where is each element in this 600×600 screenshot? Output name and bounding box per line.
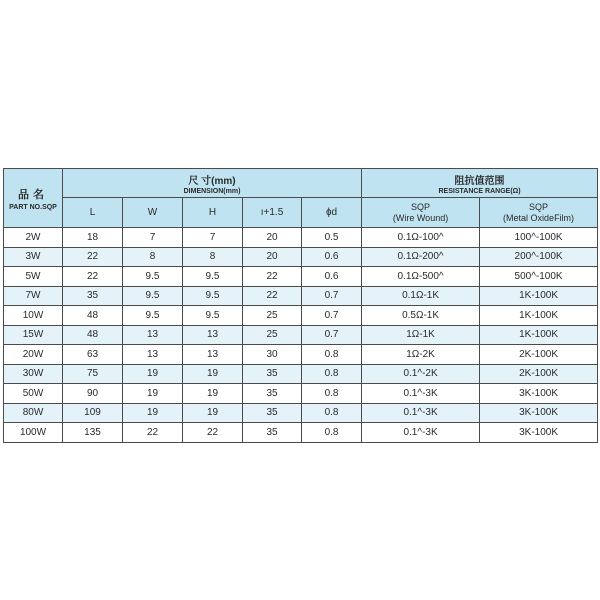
table-row	[4, 286, 598, 306]
table-row	[4, 267, 598, 287]
cell-W: 19	[123, 384, 183, 404]
cell-metal-oxide: 1K-100K	[480, 325, 598, 345]
cell-lead-length: 30	[243, 345, 302, 365]
cell-part: 80W	[4, 403, 63, 423]
cell-metal-oxide: 3K-100K	[480, 403, 598, 423]
table-row	[4, 384, 598, 404]
cell-metal-oxide: 2K-100K	[480, 345, 598, 365]
cell-wire-wound: 1Ω-1K	[362, 325, 480, 345]
header-resistance-cn: 阻抗值范围	[454, 175, 505, 187]
header-part-en: PART NO.SQP	[9, 203, 57, 211]
cell-H: 13	[183, 345, 243, 365]
cell-metal-oxide: 1K-100K	[480, 306, 598, 326]
cell-W: 19	[123, 364, 183, 384]
cell-H: 22	[183, 423, 243, 443]
header-metal-oxide-line1: SQP	[529, 201, 549, 212]
header-wire-wound-line1: SQP	[411, 201, 431, 212]
cell-diameter: 0.7	[302, 286, 362, 306]
header-col-lead-length: ı+1.5	[243, 198, 302, 228]
cell-lead-length: 22	[243, 267, 302, 287]
table-row	[4, 403, 598, 423]
header-col-L: L	[63, 198, 123, 228]
cell-diameter: 0.8	[302, 384, 362, 404]
cell-diameter: 0.8	[302, 345, 362, 365]
header-dimension	[63, 169, 362, 198]
cell-W: 9.5	[123, 286, 183, 306]
header-col-H: H	[183, 198, 243, 228]
cell-wire-wound: 0.1Ω-100^	[362, 228, 480, 248]
cell-wire-wound: 0.1^-2K	[362, 364, 480, 384]
cell-L: 35	[63, 286, 123, 306]
cell-diameter: 0.7	[302, 325, 362, 345]
cell-wire-wound: 0.1^-3K	[362, 384, 480, 404]
cell-lead-length: 35	[243, 384, 302, 404]
cell-lead-length: 22	[243, 286, 302, 306]
cell-metal-oxide: 200^-100K	[480, 247, 598, 267]
header-part-no	[4, 169, 63, 228]
cell-diameter: 0.8	[302, 364, 362, 384]
cell-H: 7	[183, 228, 243, 248]
cell-L: 22	[63, 267, 123, 287]
cell-part: 2W	[4, 228, 63, 248]
spec-table	[3, 168, 598, 443]
cell-H: 19	[183, 364, 243, 384]
cell-diameter: 0.8	[302, 423, 362, 443]
header-col-W: W	[123, 198, 183, 228]
cell-part: 100W	[4, 423, 63, 443]
cell-part: 7W	[4, 286, 63, 306]
cell-H: 9.5	[183, 306, 243, 326]
cell-wire-wound: 0.1Ω-500^	[362, 267, 480, 287]
cell-L: 63	[63, 345, 123, 365]
cell-part: 20W	[4, 345, 63, 365]
cell-L: 48	[63, 306, 123, 326]
cell-metal-oxide: 2K-100K	[480, 364, 598, 384]
cell-wire-wound: 0.1Ω-1K	[362, 286, 480, 306]
header-part-cn: 品名	[18, 188, 48, 201]
header-dimension-cn: 尺 寸(mm)	[188, 175, 236, 187]
table-row	[4, 247, 598, 267]
header-col-metal-oxide	[480, 198, 598, 228]
cell-diameter: 0.6	[302, 247, 362, 267]
cell-L: 135	[63, 423, 123, 443]
cell-lead-length: 25	[243, 325, 302, 345]
cell-part: 50W	[4, 384, 63, 404]
cell-diameter: 0.5	[302, 228, 362, 248]
cell-part: 15W	[4, 325, 63, 345]
cell-wire-wound: 0.1^-3K	[362, 403, 480, 423]
header-col-diameter: ɸd	[302, 198, 362, 228]
cell-L: 18	[63, 228, 123, 248]
cell-L: 90	[63, 384, 123, 404]
cell-diameter: 0.8	[302, 403, 362, 423]
cell-W: 8	[123, 247, 183, 267]
cell-part: 3W	[4, 247, 63, 267]
cell-metal-oxide: 3K-100K	[480, 423, 598, 443]
cell-H: 19	[183, 384, 243, 404]
table-row	[4, 364, 598, 384]
header-col-wire-wound	[362, 198, 480, 228]
header-resistance-en: RESISTANCE RANGE(Ω)	[438, 187, 521, 195]
cell-lead-length: 35	[243, 364, 302, 384]
cell-part: 5W	[4, 267, 63, 287]
cell-W: 13	[123, 345, 183, 365]
cell-diameter: 0.6	[302, 267, 362, 287]
table-row	[4, 325, 598, 345]
cell-W: 19	[123, 403, 183, 423]
table-row	[4, 345, 598, 365]
cell-H: 9.5	[183, 267, 243, 287]
cell-part: 10W	[4, 306, 63, 326]
cell-W: 9.5	[123, 267, 183, 287]
cell-W: 9.5	[123, 306, 183, 326]
cell-W: 22	[123, 423, 183, 443]
cell-H: 9.5	[183, 286, 243, 306]
cell-L: 48	[63, 325, 123, 345]
table-row	[4, 306, 598, 326]
table-row	[4, 423, 598, 443]
header-resistance-range	[362, 169, 598, 198]
header-metal-oxide-line2: (Metal OxideFilm)	[503, 212, 575, 223]
cell-lead-length: 20	[243, 228, 302, 248]
header-dimension-en: DIMENSION(mm)	[183, 187, 241, 195]
cell-lead-length: 20	[243, 247, 302, 267]
cell-W: 13	[123, 325, 183, 345]
cell-L: 109	[63, 403, 123, 423]
cell-wire-wound: 0.1Ω-200^	[362, 247, 480, 267]
cell-L: 75	[63, 364, 123, 384]
cell-part: 30W	[4, 364, 63, 384]
cell-metal-oxide: 3K-100K	[480, 384, 598, 404]
cell-L: 22	[63, 247, 123, 267]
cell-lead-length: 35	[243, 403, 302, 423]
cell-diameter: 0.7	[302, 306, 362, 326]
cell-wire-wound: 0.1^-3K	[362, 423, 480, 443]
cell-H: 13	[183, 325, 243, 345]
cell-lead-length: 35	[243, 423, 302, 443]
cell-H: 8	[183, 247, 243, 267]
cell-metal-oxide: 500^-100K	[480, 267, 598, 287]
cell-metal-oxide: 1K-100K	[480, 286, 598, 306]
cell-wire-wound: 1Ω-2K	[362, 345, 480, 365]
cell-wire-wound: 0.5Ω-1K	[362, 306, 480, 326]
table-row	[4, 228, 598, 248]
cell-lead-length: 25	[243, 306, 302, 326]
cell-W: 7	[123, 228, 183, 248]
cell-metal-oxide: 100^-100K	[480, 228, 598, 248]
header-wire-wound-line2: (Wire Wound)	[392, 212, 449, 223]
cell-H: 19	[183, 403, 243, 423]
